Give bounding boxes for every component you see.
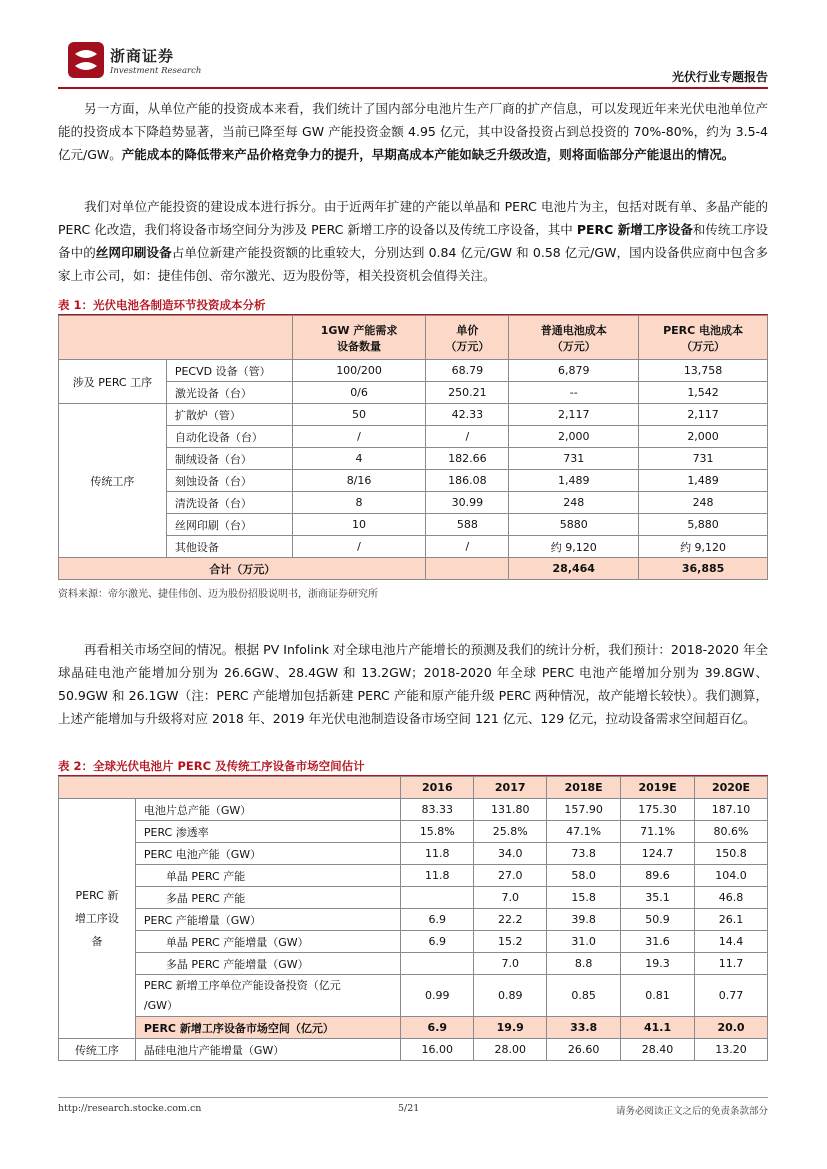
cell-qty: 50 <box>292 404 426 426</box>
group-label-traditional: 传统工序 <box>59 1039 136 1061</box>
page-header <box>58 40 768 90</box>
cell-value: 71.1% <box>621 821 695 843</box>
cell-perc-cost: 248 <box>639 492 768 514</box>
cell-perc-cost: 1,489 <box>639 470 768 492</box>
table1-caption: 表 1：光伏电池各制造环节投资成本分析 <box>58 298 266 312</box>
cell-value: 35.1 <box>621 887 695 909</box>
cell-qty: 0/6 <box>292 382 426 404</box>
table-row <box>59 360 768 382</box>
cell-value: 33.8 <box>547 1017 621 1039</box>
table-row <box>59 799 768 821</box>
cell-value: 0.77 <box>695 975 768 1017</box>
cell-perc-cost: 731 <box>639 448 768 470</box>
cell-value: 26.1 <box>695 909 768 931</box>
report-type: 光伏行业专题报告 <box>671 70 768 84</box>
cell-value: 157.90 <box>547 799 621 821</box>
row-label: 刻蚀设备（台） <box>166 470 292 492</box>
cell-value: 47.1% <box>547 821 621 843</box>
cell-normal-cost: -- <box>509 382 639 404</box>
cell-price: 186.08 <box>426 470 509 492</box>
cell-value: 50.9 <box>621 909 695 931</box>
row-label: 多晶 PERC 产能 <box>135 887 400 909</box>
paragraph-emphasis: 产能成本的降低带来产品价格竞争力的提升，早期高成本产能如缺乏升级改造，则将面临部分产能退出的情况。 <box>121 147 735 162</box>
cell-value: 39.8 <box>547 909 621 931</box>
cell-value: 7.0 <box>474 953 547 975</box>
total-perc-cost: 36,885 <box>639 558 768 580</box>
cell-value <box>401 887 474 909</box>
paragraph-text: 再看相关市场空间的情况。根据 PV Infolink 对全球电池片产能增长的预测及我们的统计分析，我们预计：2018-2020 年全球晶硅电池产能增加分别为 26.6GW、28.4GW 和 13.2GW；2018-2020 年全球 PERC 电池产能增加分别为 39.8GW、50.9GW 和 26.1GW（注：PERC 产能增加包括新建 PERC 产能和原产能升级 PERC 两种情况，故产能增长较快）。我们测算，上述产能增加与升级将对应 2018 年、2019 年光伏电池制造设备市场空间 121 亿元、129 亿元，拉动设备需求空间超百亿。 <box>58 642 768 726</box>
row-label: 电池片总产能（GW） <box>135 799 400 821</box>
row-label: 制绒设备（台） <box>166 448 292 470</box>
cell-value: 6.9 <box>401 909 474 931</box>
cell-normal-cost: 731 <box>509 448 639 470</box>
cell-value: 11.8 <box>401 843 474 865</box>
cell-value: 15.2 <box>474 931 547 953</box>
table2-caption: 表 2：全球光伏电池片 PERC 及传统工序设备市场空间估计 <box>58 759 365 773</box>
column-header-perc-cost: PERC 电池成本 （万元） <box>639 316 768 360</box>
cell-qty: / <box>292 426 426 448</box>
cell-value: 0.81 <box>621 975 695 1017</box>
page-number: 5/21 <box>398 1103 420 1114</box>
table-row <box>59 975 768 1017</box>
brand-subtitle: Investment Research <box>110 66 202 76</box>
table-row <box>59 931 768 953</box>
cell-value: 131.80 <box>474 799 547 821</box>
cell-value: 6.9 <box>401 1017 474 1039</box>
cell-perc-cost: 2,000 <box>639 426 768 448</box>
cell-normal-cost: 2,000 <box>509 426 639 448</box>
table-row <box>59 909 768 931</box>
cell-value: 15.8% <box>401 821 474 843</box>
cell-price: / <box>426 536 509 558</box>
footer-url[interactable]: http://research.stocke.com.cn <box>58 1103 202 1114</box>
row-label: 其他设备 <box>166 536 292 558</box>
row-label: PECVD 设备（管） <box>166 360 292 382</box>
cell-value <box>401 953 474 975</box>
row-label: 扩散炉（管） <box>166 404 292 426</box>
cell-normal-cost: 1,489 <box>509 470 639 492</box>
row-label: 单晶 PERC 产能增量（GW） <box>135 931 400 953</box>
table-total-row <box>59 558 768 580</box>
cell-price: 588 <box>426 514 509 536</box>
row-label: PERC 新增工序单位产能设备投资（亿元 /GW） <box>135 975 400 1017</box>
group-label-perc: PERC 新 增工序设 备 <box>59 799 136 1039</box>
cell-price: 250.21 <box>426 382 509 404</box>
cell-value: 124.7 <box>621 843 695 865</box>
row-label: 自动化设备（台） <box>166 426 292 448</box>
group-label-traditional: 传统工序 <box>59 404 167 558</box>
paragraph-cost-breakdown <box>58 195 768 287</box>
cell-qty: / <box>292 536 426 558</box>
table-row <box>59 865 768 887</box>
cell-qty: 100/200 <box>292 360 426 382</box>
table-row <box>59 887 768 909</box>
paragraph-text: 占单位新建产能投资额的比重较大，分别达到 0.84 亿元/GW 和 0.58 亿元/GW，国内设备供应商中包含多家上市公司，如：捷佳伟创、帝尔激光、迈为股份等，相关投资机会值得关注。 <box>58 245 768 283</box>
table-row <box>59 953 768 975</box>
cell-value: 16.00 <box>401 1039 474 1061</box>
paragraph-emphasis: PERC 新增工序设备 <box>576 222 693 237</box>
brand-name: 浙商证券 <box>110 47 175 65</box>
cell-perc-cost: 约 9,120 <box>639 536 768 558</box>
column-header-price: 单价 （万元） <box>426 316 509 360</box>
table-row <box>59 404 768 426</box>
cell-normal-cost: 6,879 <box>509 360 639 382</box>
cell-value: 41.1 <box>621 1017 695 1039</box>
paragraph-text: 我们对单位产能投资的建设成本进行拆分。由于近两年扩建的产能以单晶和 PERC 电池片为主，包括对既有单、多晶产能的 PERC 化改造，我们将设备市场空间分为涉及 PERC 新增工序的设备以及传统工序设备，其中 <box>58 199 768 237</box>
cell-value: 31.6 <box>621 931 695 953</box>
table2-market-space <box>58 776 768 1061</box>
cell-value: 11.8 <box>401 865 474 887</box>
cell-qty: 8 <box>292 492 426 514</box>
cell-perc-cost: 2,117 <box>639 404 768 426</box>
table1-source: 资料来源：帝尔激光、捷佳伟创、迈为股份招股说明书，浙商证券研究所 <box>58 589 378 600</box>
cell-value: 0.85 <box>547 975 621 1017</box>
cell-value: 26.60 <box>547 1039 621 1061</box>
paragraph-text: 和传统工序设备中的 <box>58 222 768 260</box>
row-label: 激光设备（台） <box>166 382 292 404</box>
cell-value: 104.0 <box>695 865 768 887</box>
cell-perc-cost: 1,542 <box>639 382 768 404</box>
cell-value: 0.99 <box>401 975 474 1017</box>
brand-logo-icon <box>66 40 106 80</box>
cell-value: 31.0 <box>547 931 621 953</box>
table-corner <box>59 777 401 799</box>
cell-perc-cost: 5,880 <box>639 514 768 536</box>
row-label: 清洗设备（台） <box>166 492 292 514</box>
column-header-qty: 1GW 产能需求 设备数量 <box>292 316 426 360</box>
table-row <box>59 1039 768 1061</box>
group-label-perc: 涉及 PERC 工序 <box>59 360 167 404</box>
cell-value: 58.0 <box>547 865 621 887</box>
year-header: 2018E <box>547 777 621 799</box>
total-normal-cost: 28,464 <box>509 558 639 580</box>
cell-value: 34.0 <box>474 843 547 865</box>
paragraph-unit-cost <box>58 97 768 166</box>
cell-price: 68.79 <box>426 360 509 382</box>
cell-value: 187.10 <box>695 799 768 821</box>
cell-value: 175.30 <box>621 799 695 821</box>
cell-value: 14.4 <box>695 931 768 953</box>
table-row <box>59 843 768 865</box>
table-corner <box>59 316 293 360</box>
row-label: 晶硅电池片产能增量（GW） <box>135 1039 400 1061</box>
cell-perc-cost: 13,758 <box>639 360 768 382</box>
cell-value: 8.8 <box>547 953 621 975</box>
cell-value: 7.0 <box>474 887 547 909</box>
row-label: 单晶 PERC 产能 <box>135 865 400 887</box>
table1-investment-cost <box>58 315 768 580</box>
table-row <box>59 821 768 843</box>
cell-price: 42.33 <box>426 404 509 426</box>
cell-value: 28.00 <box>474 1039 547 1061</box>
cell-value: 20.0 <box>695 1017 768 1039</box>
column-header-normal-cost: 普通电池成本 （万元） <box>509 316 639 360</box>
cell-normal-cost: 248 <box>509 492 639 514</box>
cell-value: 73.8 <box>547 843 621 865</box>
paragraph-text: 另一方面，从单位产能的投资成本来看，我们统计了国内部分电池片生产厂商的扩产信息，可以发现近年来光伏电池单位产能的投资成本下降趋势显著，当前已降至每 GW 产能投资金额 4.95 亿元，其中设备投资占到总投资的 70%-80%，约为 3.5-4 亿元/GW。 <box>58 101 768 162</box>
cell-qty: 10 <box>292 514 426 536</box>
cell-price: / <box>426 426 509 448</box>
cell-value: 19.9 <box>474 1017 547 1039</box>
table-highlight-row <box>59 1017 768 1039</box>
cell-value: 28.40 <box>621 1039 695 1061</box>
cell-normal-cost: 5880 <box>509 514 639 536</box>
year-header: 2020E <box>695 777 768 799</box>
cell-value: 22.2 <box>474 909 547 931</box>
cell-qty: 4 <box>292 448 426 470</box>
cell-price: 30.99 <box>426 492 509 514</box>
cell-value: 83.33 <box>401 799 474 821</box>
cell-value: 25.8% <box>474 821 547 843</box>
paragraph-market-space <box>58 638 768 730</box>
year-header: 2017 <box>474 777 547 799</box>
cell-qty: 8/16 <box>292 470 426 492</box>
row-label: PERC 新增工序设备市场空间（亿元） <box>135 1017 400 1039</box>
row-label: PERC 电池产能（GW） <box>135 843 400 865</box>
cell-normal-cost: 约 9,120 <box>509 536 639 558</box>
cell-value: 11.7 <box>695 953 768 975</box>
cell-value: 150.8 <box>695 843 768 865</box>
row-label: 丝网印刷（台） <box>166 514 292 536</box>
cell-value: 89.6 <box>621 865 695 887</box>
cell-value: 13.20 <box>695 1039 768 1061</box>
cell-value: 27.0 <box>474 865 547 887</box>
cell-value: 6.9 <box>401 931 474 953</box>
cell-value: 19.3 <box>621 953 695 975</box>
row-label: 多晶 PERC 产能增量（GW） <box>135 953 400 975</box>
cell-price: 182.66 <box>426 448 509 470</box>
cell-normal-cost: 2,117 <box>509 404 639 426</box>
total-empty <box>426 558 509 580</box>
year-header: 2016 <box>401 777 474 799</box>
cell-value: 0.89 <box>474 975 547 1017</box>
year-header: 2019E <box>621 777 695 799</box>
header-divider <box>58 87 768 89</box>
footer-divider <box>58 1097 768 1098</box>
paragraph-emphasis: 丝网印刷设备 <box>95 245 172 260</box>
cell-value: 80.6% <box>695 821 768 843</box>
row-label: PERC 渗透率 <box>135 821 400 843</box>
cell-value: 15.8 <box>547 887 621 909</box>
row-label: PERC 产能增量（GW） <box>135 909 400 931</box>
total-label: 合计（万元） <box>59 558 426 580</box>
footer-disclaimer: 请务必阅读正文之后的免责条款部分 <box>615 1106 768 1117</box>
cell-value: 46.8 <box>695 887 768 909</box>
